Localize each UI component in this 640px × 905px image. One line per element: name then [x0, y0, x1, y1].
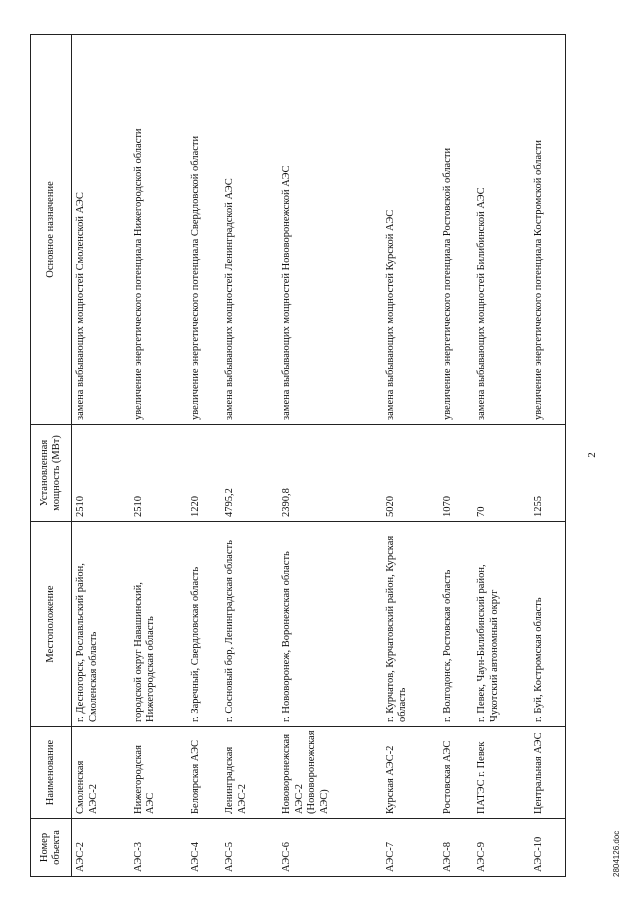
header-capacity: Установленная мощность (МВт) — [31, 425, 72, 522]
cell-location: г. Десногорск, Рославльский район, Смоленская область — [72, 522, 130, 727]
cell-num: АЭС-4 — [187, 819, 221, 877]
header-name: Наименование — [31, 727, 72, 819]
cell-name: ПАТЭС г. Певек — [473, 727, 530, 819]
cell-capacity: 5020 — [382, 425, 439, 522]
cell-purpose: замена выбывающих мощностей Билибинской АЭС — [473, 35, 530, 425]
cell-name: Нововоронежская АЭС-2 (Нововоронежская АЭС) — [278, 727, 381, 819]
cell-location: г. Волгодонск, Ростовская область — [439, 522, 473, 727]
cell-purpose: замена выбывающих мощностей Курской АЭС — [382, 35, 439, 425]
cell-purpose: замена выбывающих мощностей Ленинградской АЭС — [221, 35, 278, 425]
cell-num: АЭС-10 — [530, 819, 565, 877]
cell-num: АЭС-3 — [130, 819, 187, 877]
cell-purpose: замена выбывающих мощностей Нововоронежской АЭС — [278, 35, 381, 425]
cell-capacity: 1255 — [530, 425, 565, 522]
facilities-table — [30, 34, 566, 877]
cell-capacity: 2390,8 — [278, 425, 381, 522]
cell-capacity: 70 — [473, 425, 530, 522]
table-row — [382, 35, 439, 877]
document-code: 2804126.doc — [612, 830, 621, 877]
cell-purpose: увеличение энергетического потенциала Свердловской области — [187, 35, 221, 425]
table-row — [439, 35, 473, 877]
cell-capacity: 4795,2 — [221, 425, 278, 522]
cell-location: г. Нововоронеж, Воронежская область — [278, 522, 381, 727]
cell-purpose: увеличение энергетического потенциала Ростовской области — [439, 35, 473, 425]
table-row — [72, 35, 130, 877]
cell-location: г. Курчатов, Курчатовский район, Курская область — [382, 522, 439, 727]
cell-purpose: увеличение энергетического потенциала Костромской области — [530, 35, 565, 425]
cell-num: АЭС-9 — [473, 819, 530, 877]
cell-location: г. Буй, Костромская область — [530, 522, 565, 727]
table-row — [221, 35, 278, 877]
table-row — [473, 35, 530, 877]
cell-num: АЭС-6 — [278, 819, 381, 877]
cell-name: Белоярская АЭС — [187, 727, 221, 819]
cell-num: АЭС-8 — [439, 819, 473, 877]
cell-location: городской округ Навашинский, Нижегородская область — [130, 522, 187, 727]
header-num: Номер объекта — [31, 819, 72, 877]
cell-capacity: 1220 — [187, 425, 221, 522]
cell-location: г. Певек, Чаун-Билибинский район, Чукотский автономный округ — [473, 522, 530, 727]
cell-capacity: 1070 — [439, 425, 473, 522]
table-row — [530, 35, 565, 877]
table-row — [278, 35, 381, 877]
cell-name: Ростовская АЭС — [439, 727, 473, 819]
cell-purpose: увеличение энергетического потенциала Нижегородской области — [130, 35, 187, 425]
cell-num: АЭС-5 — [221, 819, 278, 877]
cell-capacity: 2510 — [130, 425, 187, 522]
cell-num: АЭС-2 — [72, 819, 130, 877]
cell-name: Курская АЭС-2 — [382, 727, 439, 819]
header-purpose: Основное назначение — [31, 35, 72, 425]
cell-name: Нижегородская АЭС — [130, 727, 187, 819]
cell-name: Ленинградская АЭС-2 — [221, 727, 278, 819]
cell-capacity: 2510 — [72, 425, 130, 522]
table-header-row — [31, 35, 72, 877]
cell-num: АЭС-7 — [382, 819, 439, 877]
table-row — [130, 35, 187, 877]
cell-name: Центральная АЭС — [530, 727, 565, 819]
cell-location: г. Сосновый бор, Ленинградская область — [221, 522, 278, 727]
cell-purpose: замена выбывающих мощностей Смоленской АЭС — [72, 35, 130, 425]
table-row — [187, 35, 221, 877]
page-number: 2 — [586, 452, 598, 458]
header-location: Местоположение — [31, 522, 72, 727]
cell-name: Смоленская АЭС-2 — [72, 727, 130, 819]
cell-location: г. Заречный, Свердловская область — [187, 522, 221, 727]
